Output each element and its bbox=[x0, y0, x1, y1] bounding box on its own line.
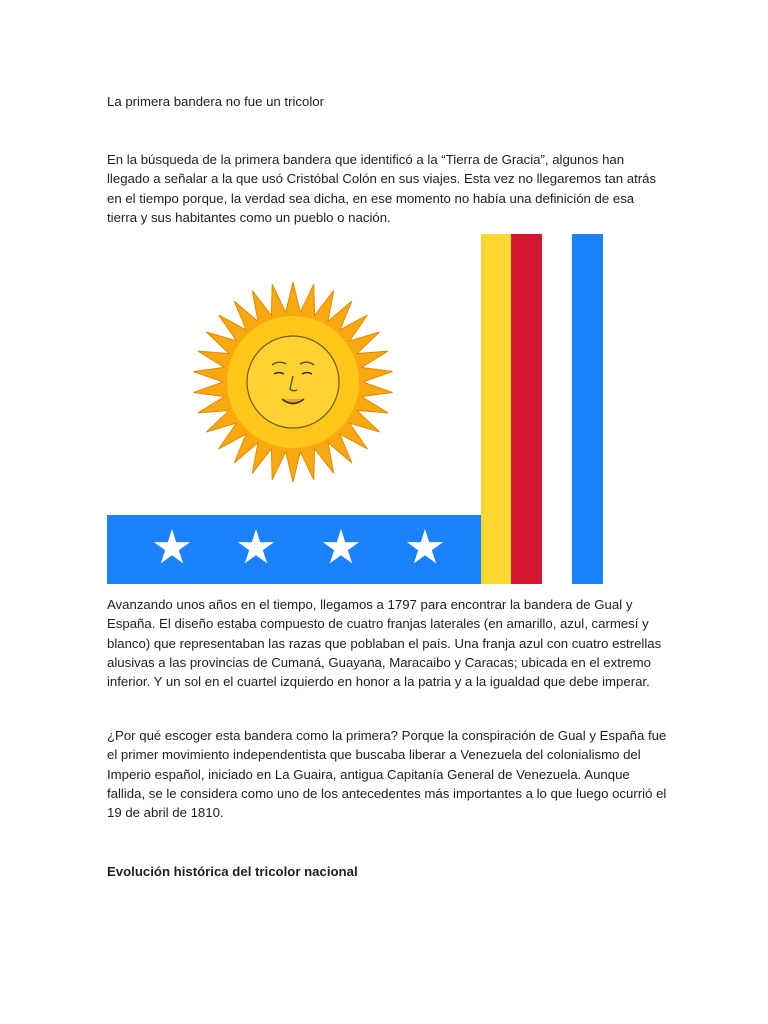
document-title: La primera bandera no fue un tricolor bbox=[107, 94, 324, 109]
paragraph-intro: En la búsqueda de la primera bandera que identificó a la “Tierra de Gracia”, algunos han llegado a señalar a la que usó Cristóbal Colón en sus viajes. Esta vez no llegaremos tan atrás en el tiempo porque, la verdad sea dicha, en ese momento no había una definición de esa tierra y sus habitantes como un pueblo o nación. bbox=[107, 152, 657, 225]
section-heading: Evolución histórica del tricolor nacional bbox=[107, 864, 358, 879]
sun-face bbox=[247, 336, 339, 428]
sun-icon bbox=[194, 282, 393, 482]
paragraph-flag-description: Avanzando unos años en el tiempo, llegamos a 1797 para encontrar la bandera de Gual y España. El diseño estaba compuesto de cuatro franjas laterales (en amarillo, azul, carmesí y blanco) que representaban las razas que poblaban el país. Una franja azul con cuatro estrellas alusivas a las provincias de Cumaná, Guayana, Maracaibo y Caracas; ubicada en el extremo inferior. Y un sol en el cuartel izquierdo en honor a la patria y a la igualdad que debe imperar. bbox=[107, 597, 662, 690]
gual-espana-flag-image bbox=[107, 234, 603, 584]
flag-stripe-crimson bbox=[511, 234, 542, 584]
flag-stripe-yellow bbox=[481, 234, 511, 584]
paragraph-why-first: ¿Por qué escoger esta bandera como la primera? Porque la conspiración de Gual y España fue el primer movimiento independentista que buscaba liberar a Venezuela del colonialismo del Imperio español, iniciado en La Guaira, antigua Capitanía General de Venezuela. Aunque fallida, se le considera como uno de los antecedentes más importantes a lo que luego ocurrió el 19 de abril de 1810. bbox=[107, 728, 667, 821]
flag-stripe-blue bbox=[572, 234, 603, 584]
flag-stripe-white bbox=[542, 234, 572, 584]
